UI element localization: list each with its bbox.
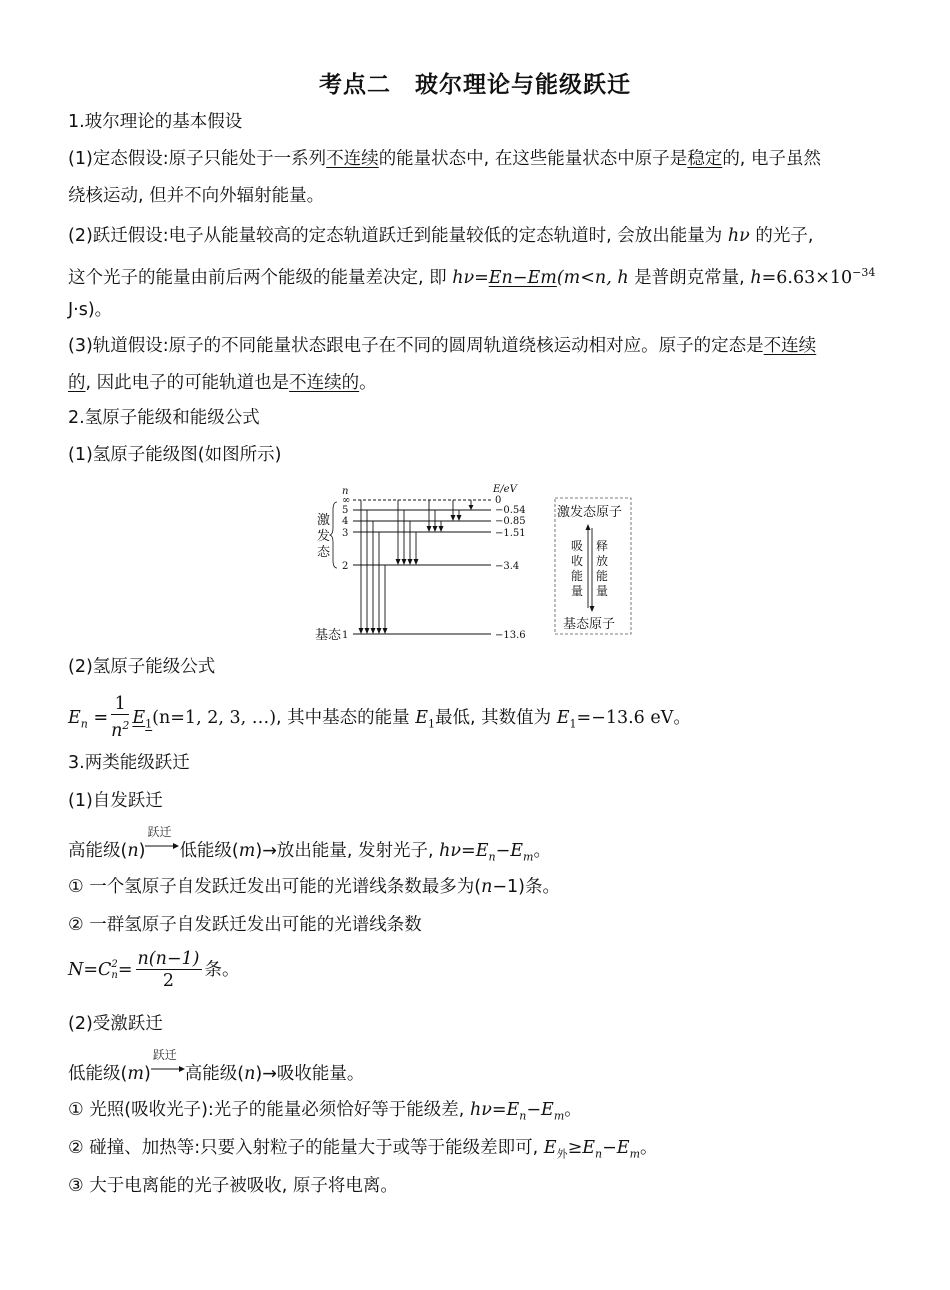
formula: (m<n, h: [556, 267, 629, 288]
arrow-label: 跃迁: [152, 1048, 177, 1062]
excited-state-label-3: 态: [317, 545, 331, 560]
formula: E: [415, 707, 429, 728]
formula: n: [481, 877, 493, 897]
subscript: 1: [145, 717, 153, 731]
formula: −E: [495, 841, 524, 861]
page-title: 考点二 玻尔理论与能级跃迁: [319, 72, 631, 98]
text: , 因此电子的可能轨道也是: [85, 373, 290, 393]
text: 的光子,: [749, 226, 814, 246]
svg-text:能: 能: [596, 569, 609, 583]
excited-point-2: [68, 1136, 658, 1167]
underlined-answer: 不连续: [763, 336, 817, 356]
text: )→吸收能量。: [255, 1064, 365, 1084]
svg-text:量: 量: [596, 584, 609, 598]
postulate-2-line-3: J·s)。: [68, 300, 113, 320]
underlined-answer: 不连续: [326, 149, 379, 169]
level-n-3: 3: [342, 528, 349, 539]
absorb-label: [571, 539, 583, 598]
formula: m: [238, 841, 256, 861]
ground-state-label: 基态: [315, 628, 342, 643]
n-axis-label: n: [342, 486, 349, 497]
formula: hν=E: [469, 1100, 520, 1120]
level-e-5: −0.54: [495, 505, 526, 516]
level-n-4: 4: [342, 516, 349, 527]
spontaneous-point-1: [68, 875, 560, 899]
section-3-heading: 3.两类能级跃迁: [68, 753, 190, 773]
den-var: n: [111, 720, 123, 741]
text: , 其中基态的能量: [276, 707, 416, 728]
spontaneous-transition-line: [68, 825, 551, 870]
numerator: n(n−1): [137, 948, 200, 969]
arrow-label: 跃迁: [147, 825, 172, 839]
fraction: [111, 694, 129, 742]
fraction: [136, 949, 202, 992]
excited-state-label-1: 激: [317, 513, 331, 528]
formula: E: [68, 707, 81, 728]
formula: hν=: [452, 267, 489, 288]
text: )→放出能量, 发射光子,: [255, 841, 440, 861]
section-1-heading: 1.玻尔理论的基本假设: [68, 112, 243, 132]
formula: =: [117, 960, 133, 980]
text: ): [143, 1064, 151, 1084]
level-e-inf: 0: [495, 495, 502, 506]
transition-arrowheads: [359, 505, 474, 634]
text: 这个光子的能量由前后两个能级的能量差决定, 即: [68, 267, 453, 288]
absorb-arrowhead: [586, 524, 591, 530]
release-label: [596, 539, 608, 598]
formula: n: [127, 841, 139, 861]
level-n-2: 2: [342, 561, 349, 572]
postulate-1-line-1: [68, 147, 821, 171]
underlined-answer: E: [132, 707, 146, 728]
level-e-3: −1.51: [495, 528, 526, 539]
svg-text:放: 放: [596, 554, 609, 568]
energy-axis-label: E/eV: [493, 484, 517, 495]
text: 是普朗克常量,: [628, 267, 751, 288]
hydrogen-energy-level-diagram: [305, 480, 645, 645]
level-n-5: 5: [342, 505, 349, 516]
excited-transition-line: [68, 1048, 365, 1086]
formula: =6.63×10: [761, 267, 853, 288]
svg-text:吸: 吸: [571, 539, 584, 553]
postulate-3-line-1: [68, 334, 816, 358]
svg-text:释: 释: [596, 539, 609, 553]
text: 低能级(: [68, 1064, 128, 1084]
underlined-answer: 的: [68, 373, 86, 393]
energy-level-formula: $E_n$ = $\frac{1}{n^2}$ $E_1(n=1$, 2, 3, …), 其中基态的能量 $E_1$最低, 其数值为 $E_1=-13.6$ eV。: [68, 694, 691, 741]
underlined-answer: 不连续的: [289, 373, 360, 393]
excited-state-label-2: 发: [317, 529, 331, 544]
text: (2)跃迁假设:电子从能量较高的定态轨道跃迁到能量较低的定态轨道时, 会放出能量为: [68, 226, 728, 246]
level-e-2: −3.4: [495, 561, 520, 572]
spontaneous-transition-heading: (1)自发跃迁: [68, 791, 163, 811]
subscript: m: [553, 1109, 565, 1123]
formula: E: [556, 707, 570, 728]
text: −1)条。: [492, 877, 560, 897]
subscript: 1: [428, 717, 436, 731]
formula: n: [244, 1064, 256, 1084]
numerator: 1: [111, 694, 129, 715]
text: (1)定态假设:原子只能处于一系列: [68, 149, 327, 169]
subscript: m: [523, 850, 534, 864]
level-n-inf: ∞: [342, 495, 351, 506]
subscript: n: [488, 850, 496, 864]
subscript: n: [519, 1109, 527, 1123]
excited-point-1: [68, 1098, 582, 1129]
excited-transition-heading: (2)受激跃迁: [68, 1014, 163, 1034]
underlined-answer: En−Em: [488, 267, 557, 288]
underlined-answer: 稳定: [687, 149, 723, 169]
text: ② 碰撞、加热等:只要入射粒子的能量大于或等于能级差即可,: [68, 1138, 544, 1158]
formula: −E: [526, 1100, 554, 1120]
subscript: n: [595, 1147, 603, 1161]
svg-text:能: 能: [571, 569, 584, 583]
subscript: m: [629, 1147, 640, 1161]
text: 。: [640, 1138, 658, 1158]
subscript: n: [111, 970, 118, 981]
spontaneous-point-2: ② 一群氢原子自发跃迁发出可能的光谱线条数: [68, 915, 422, 935]
formula: E: [543, 1138, 557, 1158]
transition-arrow: [145, 825, 179, 858]
formula: ≥E: [567, 1138, 596, 1158]
subscript: 1: [569, 717, 577, 731]
formula: (n=1, 2, 3, …): [152, 707, 277, 728]
text: 的, 电子虽然: [722, 149, 821, 169]
text: 最低, 其数值为: [435, 707, 557, 728]
release-arrowhead: [590, 606, 595, 612]
energy-diagram-caption: (1)氢原子能级图(如图所示): [68, 445, 282, 465]
box-top-label: 激发态原子: [557, 505, 623, 520]
text: 高能级(: [68, 841, 128, 861]
svg-text:收: 收: [571, 554, 584, 568]
postulate-2-line-2: [68, 261, 875, 290]
excited-point-3: ③ 大于电离能的光子被吸收, 原子将电离。: [68, 1176, 398, 1196]
postulate-2-line-1: [68, 224, 813, 248]
level-e-1: −13.6: [495, 630, 526, 641]
text: ① 光照(吸收光子):光子的能量必须恰好等于能级差,: [68, 1100, 470, 1120]
postulate-3-line-2: [68, 371, 377, 395]
formula: −E: [602, 1138, 630, 1158]
text: 。: [359, 373, 377, 393]
formula: =−13.6 eV。: [576, 707, 691, 728]
formula: hν: [727, 226, 750, 246]
section-2-heading: 2.氢原子能级和能级公式: [68, 408, 260, 428]
formula: h: [750, 267, 762, 288]
right-arrow-icon: [145, 840, 179, 852]
formula: hν=E: [439, 841, 489, 861]
superscript: 2: [111, 959, 118, 970]
text: 高能级(: [184, 1064, 245, 1084]
text: ① 一个氢原子自发跃迁发出可能的光谱线条数最多为(: [68, 877, 482, 897]
text: 条。: [204, 960, 240, 980]
text: (3)轨道假设:原子的不同能量状态跟电子在不同的圆周轨道绕核运动相对应。原子的定态是: [68, 336, 764, 356]
denominator: [111, 715, 129, 742]
transition-arrows: [361, 500, 471, 632]
level-e-4: −0.85: [495, 516, 526, 527]
right-arrow-icon: [151, 1063, 185, 1075]
subscript: 外: [556, 1147, 568, 1161]
text: 的能量状态中, 在这些能量状态中原子是: [378, 149, 688, 169]
formula: N=C: [68, 960, 112, 980]
transition-arrow: [151, 1048, 185, 1081]
svg-text:量: 量: [571, 584, 584, 598]
level-n-1: 1: [342, 630, 349, 641]
excited-brace: [330, 502, 337, 568]
subscript: n: [80, 717, 88, 731]
text: 。: [564, 1100, 582, 1120]
text: 。: [533, 841, 551, 861]
box-bottom-label: 基态原子: [563, 617, 616, 632]
formula: m: [127, 1064, 144, 1084]
exponent: −34: [852, 266, 876, 279]
text: ): [138, 841, 146, 861]
postulate-1-line-2: 绕核运动, 但并不向外辐射能量。: [68, 186, 325, 206]
den-exp: 2: [122, 719, 130, 732]
denominator: 2: [162, 970, 175, 991]
spectral-lines-formula: [68, 948, 240, 992]
energy-formula-caption: (2)氢原子能级公式: [68, 657, 216, 677]
text: 低能级(: [179, 841, 239, 861]
